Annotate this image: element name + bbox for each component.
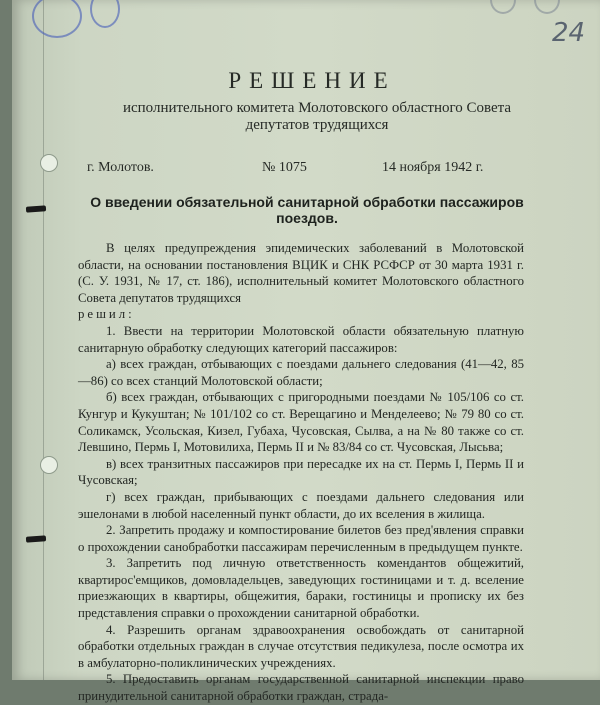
handwritten-scribble-icon <box>32 0 82 38</box>
body-paragraph: В целях предупреждения эпидемических заболеваний в Молотовской области, на основании постановления ВЦИК и СНК РСФСР от 30 марта 1931 г. (С. У. 1931, № 17, ст. 186), исполнительный комитет Молотовского областного Совета депутатов трудящихся <box>78 241 524 305</box>
city-label: г. Молотов. <box>87 160 154 175</box>
body-paragraph: решил: <box>78 307 135 322</box>
body-paragraph: 2. Запретить продажу и компостирование билетов без пред'явления справки о прохождении санобработки пассажирам перечисленным в предыдущем пункте. <box>78 523 524 554</box>
subtitle-line: исполнительного комитета Молотовского областного Совета <box>122 100 512 116</box>
punch-hole-icon <box>40 154 58 172</box>
body-paragraph: б) всех граждан, отбывающих с пригородными поездами № 105/106 со ст. Кунгур и Кукуштан; № 101/102 со ст. Верещагино и Менделеево; № 79 80 со ст. Соликамск, Усольская, Кизел, Губаха, Чусовская, Сылва, а на № 80 также со ст. Левшино, Пермь I, Мотовилиха, Пермь II и № 83/84 со ст. Чусовская, Лысьва; <box>78 390 524 455</box>
heading-line: поездов. <box>276 210 338 226</box>
handwritten-scribble-icon <box>490 0 516 14</box>
body-paragraph: 4. Разрешить органам здравоохранения освобождать от санитарной обработки отдельных граждан в случае отсутствия педикулеза, после осмотра их в амбулаторно-поликлинических учреждениях. <box>78 622 524 670</box>
body-paragraph: г) всех граждан, прибывающих с поездами дальнего следования или эшелонами в любой населенный пункт области, до их вселения в жилища. <box>78 489 524 521</box>
document-number: № 1075 <box>262 160 307 175</box>
resolution-body <box>78 240 524 705</box>
handwritten-scribble-icon <box>90 0 120 28</box>
body-paragraph: 3. Запретить под личную ответственность комендантов общежитий, квартирос'емщиков, домовладельцев, заведующих гостиницами и т. д. вселение приезжающих в квартиры, общежития, бараки, гостиницы и прописку их без представления справки о прохождении санитарной обработки. <box>78 556 524 621</box>
body-paragraph: а) всех граждан, отбывающих с поездами дальнего следования (41—42, 85—86) со всех станций Молотовской области; <box>78 357 524 388</box>
body-paragraph: в) всех транзитных пассажиров при пересадке их на ст. Пермь I, Пермь II и Чусовская; <box>78 456 524 488</box>
handwritten-page-number: 24 <box>552 18 586 48</box>
document-title: РЕШЕНИЕ <box>228 68 396 93</box>
document-page <box>12 0 600 704</box>
document-subtitle <box>82 100 552 134</box>
heading-line: О введении обязательной санитарной обработки пассажиров <box>90 194 524 210</box>
body-paragraph: 5. Предоставить органам государственной санитарной инспекции право принудительной санитарной обработки граждан, страда- <box>78 672 524 704</box>
body-paragraph: 1. Ввести на территории Молотовской области обязательную платную санитарную обработку следующих категорий пассажиров: <box>78 323 524 355</box>
handwritten-scribble-icon <box>534 0 560 14</box>
document-date: 14 ноября 1942 г. <box>382 160 484 175</box>
subtitle-line: депутатов трудящихся <box>245 117 389 133</box>
resolution-heading <box>72 194 542 226</box>
margin-fold-line <box>43 0 44 680</box>
punch-hole-icon <box>40 456 58 474</box>
